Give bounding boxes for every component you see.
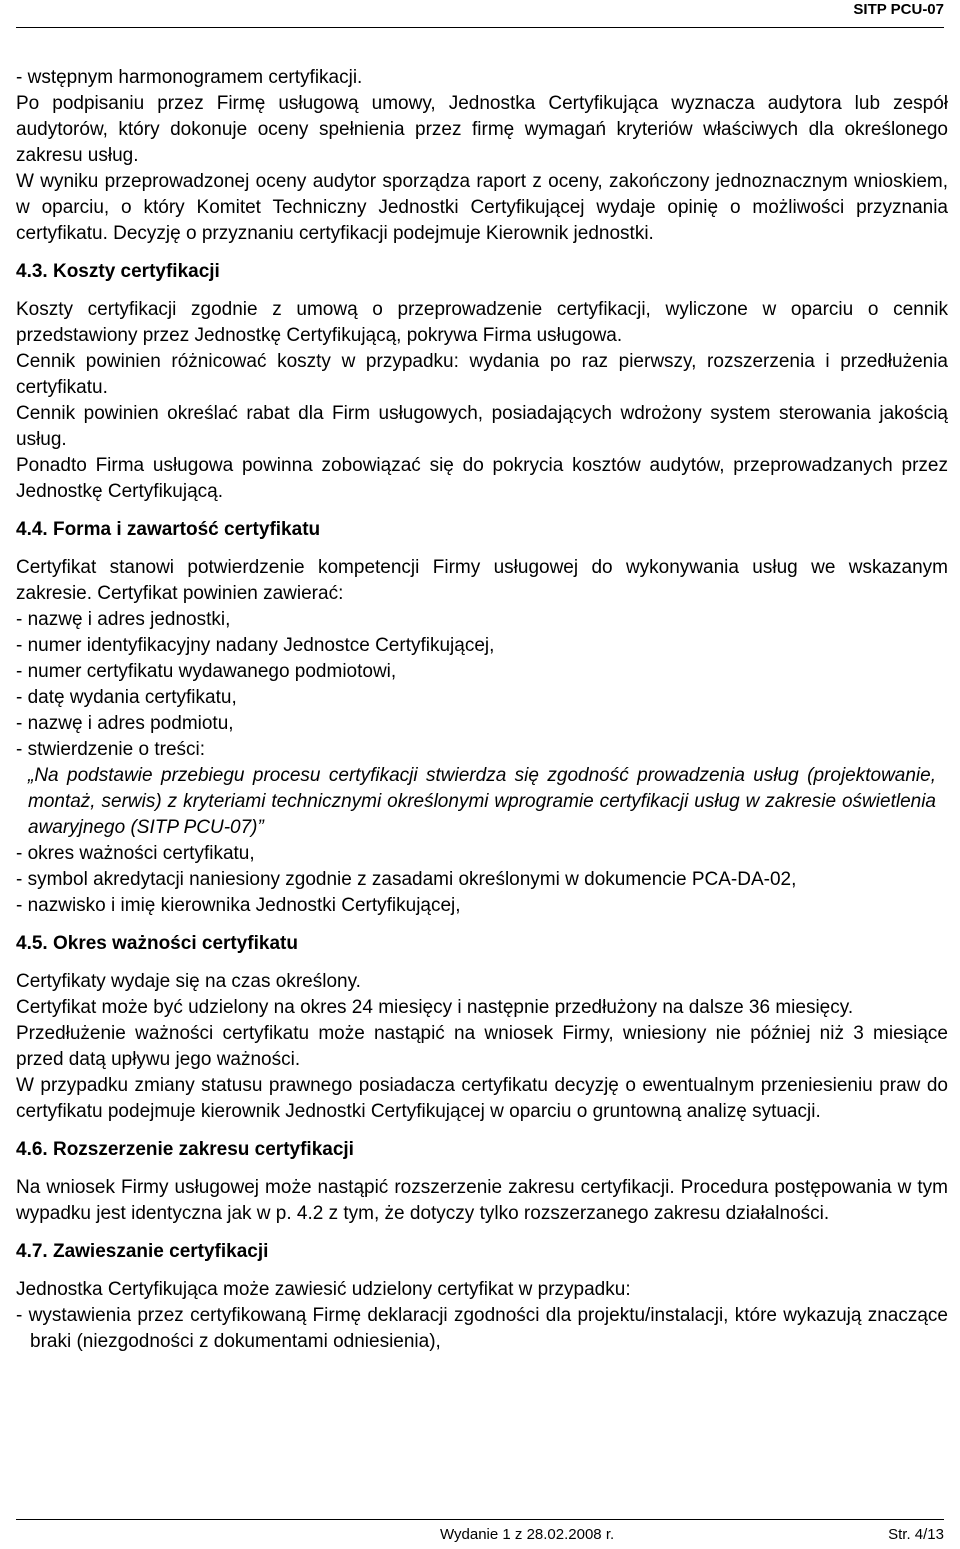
footer-rule xyxy=(16,1519,944,1520)
page-content xyxy=(16,65,948,1355)
s45-paragraph-1: Certyfikaty wydaje się na czas określony. xyxy=(16,971,361,992)
s43-paragraph-1: Koszty certyfikacji zgodnie z umową o przeprowadzenie certyfikacji, wyliczone w oparciu o cennik przedstawiony przez Jednostkę Certyfikującą, pokrywa Firma usługowa. xyxy=(16,299,948,346)
s43-paragraph-4: Ponadto Firma usługowa powinna zobowiązać się do pokrycia kosztów audytów, przeprowadzanych przez Jednostkę Certyfikującą. xyxy=(16,455,948,502)
s43-paragraph-3: Cennik powinien określać rabat dla Firm usługowych, posiadających wdrożony system sterowania jakością usług. xyxy=(16,403,948,450)
intro-paragraph-1: Po podpisaniu przez Firmę usługową umowy, Jednostka Certyfikująca wyznacza audytora lub zespół audytorów, który dokonuje oceny spełnienia przez firmę wymagań kryteriów właściwych dla określonego zakresu usług. xyxy=(16,93,948,166)
section-heading-4-6: 4.6. Rozszerzenie zakresu certyfikacji xyxy=(16,1139,354,1160)
s45-paragraph-3: Przedłużenie ważności certyfikatu może nastąpić na wniosek Firmy, wniesiony nie później niż 3 miesiące przed datą upływu jego ważności. xyxy=(16,1023,948,1070)
section-heading-4-5: 4.5. Okres ważności certyfikatu xyxy=(16,933,298,954)
list-item: - nazwę i adres podmiotu, xyxy=(16,713,234,734)
s44-paragraph-1: Certyfikat stanowi potwierdzenie kompetencji Firmy usługowej do wykonywania usług we wskazanym zakresie. Certyfikat powinien zawierać: xyxy=(16,557,948,604)
document-code: SITP PCU-07 xyxy=(853,1,944,18)
list-item: - okres ważności certyfikatu, xyxy=(16,843,255,864)
list-item: - numer certyfikatu wydawanego podmiotowi, xyxy=(16,661,397,682)
s43-paragraph-2: Cennik powinien różnicować koszty w przypadku: wydania po raz pierwszy, rozszerzenia i przedłużenia certyfikatu. xyxy=(16,351,948,398)
s45-paragraph-2: Certyfikat może być udzielony na okres 24 miesięcy i następnie przedłużony na dalsze 36 miesięcy. xyxy=(16,997,854,1018)
intro-paragraph-2: W wyniku przeprowadzonej oceny audytor sporządza raport z oceny, zakończony jednoznacznym wnioskiem, w oparciu, o który Komitet Techniczny Jednostki Certyfikującej wydaje opinię o możliwości przyznania certyfikatu. Decyzję o przyznaniu certyfikacji podejmuje Kierownik jednostki. xyxy=(16,171,948,244)
section-heading-4-4: 4.4. Forma i zawartość certyfikatu xyxy=(16,519,321,540)
header-rule xyxy=(16,27,944,28)
certificate-contents-list xyxy=(16,607,948,763)
list-item: - nazwisko i imię kierownika Jednostki Certyfikującej, xyxy=(16,895,461,916)
s45-paragraph-4: W przypadku zmiany statusu prawnego posiadacza certyfikatu decyzję o ewentualnym przeniesieniu praw do certyfikatu podejmuje kierownik Jednostki Certyfikującej w oparciu o gruntowną analizę sytuacji. xyxy=(16,1075,948,1122)
list-item: - stwierdzenie o treści: xyxy=(16,739,206,760)
list-item: - numer identyfikacyjny nadany Jednostce Certyfikującej, xyxy=(16,635,495,656)
section-heading-4-7: 4.7. Zawieszanie certyfikacji xyxy=(16,1241,269,1262)
page-number: Str. 4/13 xyxy=(888,1526,944,1543)
list-item: - nazwę i adres jednostki, xyxy=(16,609,231,630)
section-heading-4-3: 4.3. Koszty certyfikacji xyxy=(16,261,220,282)
intro-bullet: - wstępnym harmonogramem certyfikacji. xyxy=(16,67,363,88)
s47-list-item: - wystawienia przez certyfikowaną Firmę deklaracji zgodności dla projektu/instalacji, które wykazują znaczące braki (niezgodności z dokumentami odniesienia), xyxy=(16,1305,948,1352)
s47-paragraph-1: Jednostka Certyfikująca może zawiesić udzielony certyfikat w przypadku: xyxy=(16,1279,631,1300)
list-item: - datę wydania certyfikatu, xyxy=(16,687,237,708)
certificate-contents-list-continued xyxy=(16,841,948,919)
certificate-statement-quote: „Na podstawie przebiegu procesu certyfikacji stwierdza się zgodność prowadzenia usług (projektowanie, montaż, serwis) z kryteriami technicznymi określonymi wprogramie certyfikacji usług w zakresie oświetlenia awaryjnego (SITP PCU-07)” xyxy=(28,765,936,838)
edition-label: Wydanie 1 z 28.02.2008 r. xyxy=(440,1526,615,1543)
list-item: - symbol akredytacji naniesiony zgodnie z zasadami określonymi w dokumencie PCA-DA-02, xyxy=(16,869,797,890)
s46-paragraph-1: Na wniosek Firmy usługowej może nastąpić rozszerzenie zakresu certyfikacji. Procedura postępowania w tym wypadku jest identyczna jak w p. 4.2 z tym, że dotyczy tylko rozszerzanego zakresu działalności. xyxy=(16,1177,948,1224)
